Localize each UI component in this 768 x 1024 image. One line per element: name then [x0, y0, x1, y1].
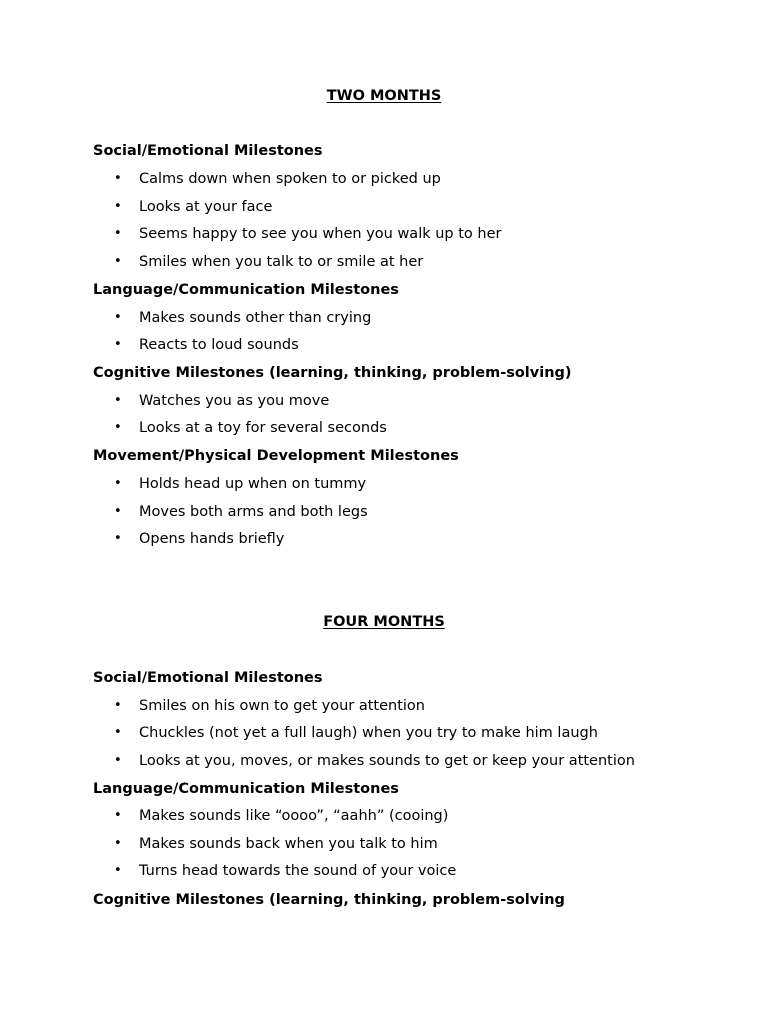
list-item-text: Turns head towards the sound of your voice — [139, 863, 457, 879]
bullet-icon: • — [114, 476, 122, 491]
list-item-text: Chuckles (not yet a full laugh) when you try to make him laugh — [139, 725, 598, 741]
list-item-text: Opens hands briefly — [139, 531, 285, 547]
list-item-text: Makes sounds back when you talk to him — [139, 836, 438, 852]
four-months-title: FOUR MONTHS — [323, 614, 445, 630]
two-months-language-heading: Language/Communication Milestones — [93, 282, 399, 298]
bullet-icon: • — [114, 863, 122, 878]
four-months-cognitive-heading: Cognitive Milestones (learning, thinking, problem-solving — [93, 892, 565, 908]
bullet-icon: • — [114, 254, 122, 269]
bullet-icon: • — [114, 310, 122, 325]
list-item-text: Moves both arms and both legs — [139, 504, 368, 520]
list-item-text: Smiles on his own to get your attention — [139, 698, 425, 714]
bullet-icon: • — [114, 337, 122, 352]
two-months-cognitive-heading: Cognitive Milestones (learning, thinking, problem-solving) — [93, 365, 572, 381]
bullet-icon: • — [114, 226, 122, 241]
list-item-text: Looks at a toy for several seconds — [139, 420, 387, 436]
bullet-icon: • — [114, 393, 122, 408]
list-item-text: Holds head up when on tummy — [139, 476, 367, 492]
bullet-icon: • — [114, 836, 122, 851]
bullet-icon: • — [114, 531, 122, 546]
bullet-icon: • — [114, 808, 122, 823]
bullet-icon: • — [114, 199, 122, 214]
bullet-icon: • — [114, 504, 122, 519]
bullet-icon: • — [114, 753, 122, 768]
list-item-text: Makes sounds other than crying — [139, 310, 372, 326]
two-months-title: TWO MONTHS — [326, 88, 442, 104]
list-item-text: Looks at your face — [139, 199, 273, 215]
list-item-text: Seems happy to see you when you walk up to her — [139, 226, 502, 242]
two-months-movement-heading: Movement/Physical Development Milestones — [93, 448, 459, 464]
list-item-text: Watches you as you move — [139, 393, 330, 409]
list-item-text: Smiles when you talk to or smile at her — [139, 254, 424, 270]
list-item-text: Calms down when spoken to or picked up — [139, 171, 441, 187]
list-item-text: Makes sounds like “oooo”, “aahh” (cooing) — [139, 808, 449, 824]
four-months-language-heading: Language/Communication Milestones — [93, 781, 399, 797]
list-item-text: Looks at you, moves, or makes sounds to get or keep your attention — [139, 753, 635, 769]
two-months-social-heading: Social/Emotional Milestones — [93, 143, 323, 159]
bullet-icon: • — [114, 420, 122, 435]
bullet-icon: • — [114, 171, 122, 186]
bullet-icon: • — [114, 725, 122, 740]
four-months-social-heading: Social/Emotional Milestones — [93, 670, 323, 686]
bullet-icon: • — [114, 698, 122, 713]
list-item-text: Reacts to loud sounds — [139, 337, 299, 353]
